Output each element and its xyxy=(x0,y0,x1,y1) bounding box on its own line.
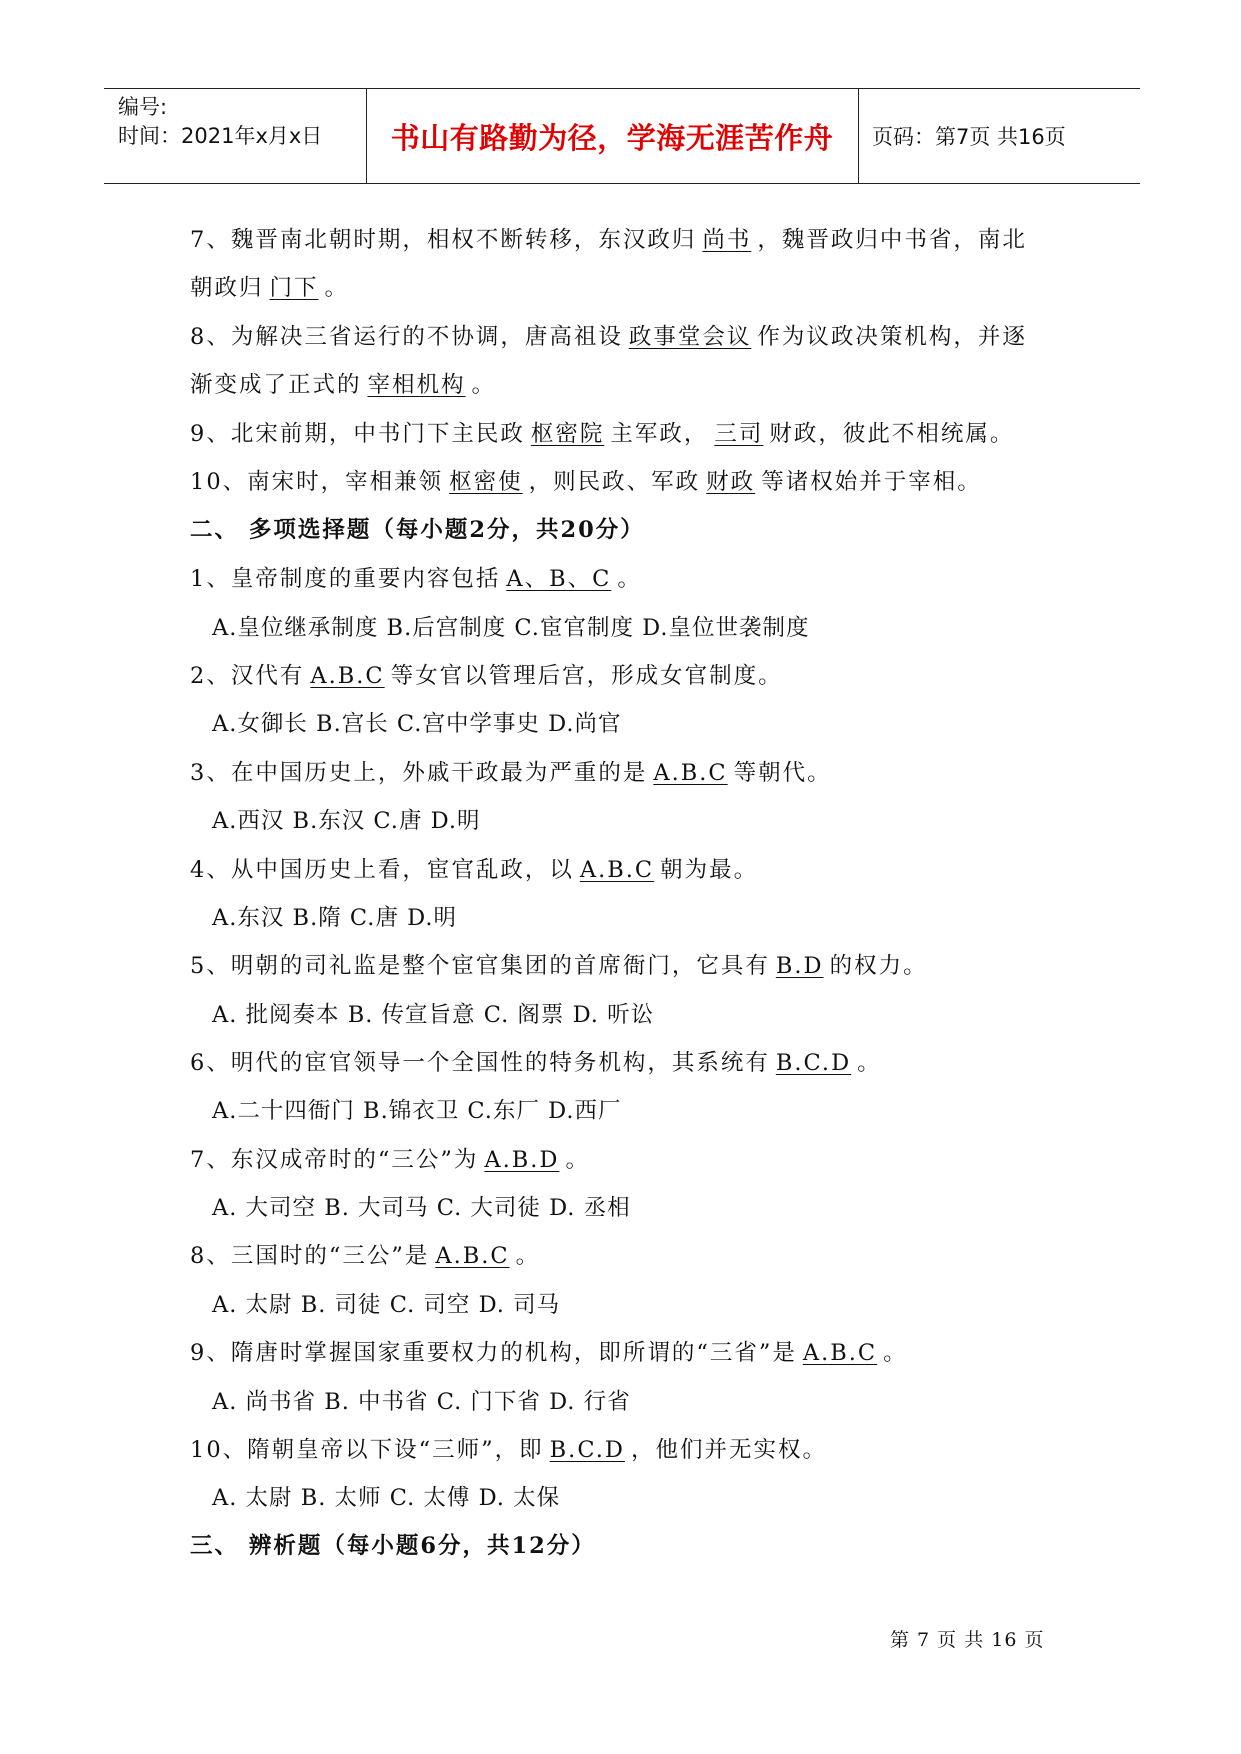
mc-options-2: A.女御长 B.宫长 C.宫中学事史 D.尚官 xyxy=(212,711,622,737)
mc-question-7: 7、东汉成帝时的“三公”为 A.B.D 。 xyxy=(190,1147,590,1173)
answer-blank: A、B、C xyxy=(506,566,612,592)
answer-blank: B.C.D xyxy=(775,1050,852,1076)
mc-question-1: 1、皇帝制度的重要内容包括 A、B、C 。 xyxy=(190,566,642,592)
mc-options-4: A.东汉 B.隋 C.唐 D.明 xyxy=(212,905,457,931)
mc-options-8: A. 太尉 B. 司徒 C. 司空 D. 司马 xyxy=(212,1292,561,1318)
answer-blank: 门下 xyxy=(269,275,319,301)
mc-question-9: 9、隋唐时掌握国家重要权力的机构，即所谓的“三省”是 A.B.C 。 xyxy=(190,1340,908,1366)
header-meta xyxy=(118,93,322,151)
answer-blank: 尚书 xyxy=(702,227,752,253)
answer-blank: A.B.C xyxy=(802,1340,878,1366)
answer-blank: 枢密使 xyxy=(449,469,523,495)
mc-question-8: 8、三国时的“三公”是 A.B.C 。 xyxy=(190,1243,541,1269)
mc-options-5: A. 批阅奏本 B. 传宣旨意 C. 阁票 D. 听讼 xyxy=(212,1002,655,1028)
fill-in-question-7: 7、魏晋南北朝时期，相权不断转移，东汉政归 尚书 ，魏晋政归中书省，南北 xyxy=(190,227,1027,253)
mc-options-9: A. 尚书省 B. 中书省 C. 门下省 D. 行省 xyxy=(212,1389,631,1415)
answer-blank: 宰相机构 xyxy=(367,372,466,398)
number-label: 编号: xyxy=(118,95,168,119)
answer-blank: B.C.D xyxy=(549,1437,625,1463)
time-label: 时间：2021年x月x日 xyxy=(118,124,323,148)
mc-options-7: A. 大司空 B. 大司马 C. 大司徒 D. 丞相 xyxy=(212,1195,631,1221)
answer-blank: 三司 xyxy=(714,421,764,447)
answer-blank: A.B.C xyxy=(310,663,385,689)
mc-options-6: A.二十四衙门 B.锦衣卫 C.东厂 D.西厂 xyxy=(212,1098,622,1124)
answer-blank: A.B.C xyxy=(435,1243,510,1269)
answer-blank: 政事堂会议 xyxy=(628,324,752,350)
mc-question-2: 2、汉代有 A.B.C 等女官以管理后宫，形成女官制度。 xyxy=(190,663,783,689)
page-footer: 第 7 页 共 16 页 xyxy=(890,1629,1045,1651)
fill-in-question-8-cont: 渐变成了正式的 宰相机构 。 xyxy=(190,372,497,398)
mc-question-3: 3、在中国历史上，外戚干政最为严重的是 A.B.C 等朝代。 xyxy=(190,760,832,786)
answer-blank: 财政 xyxy=(706,469,756,495)
answer-blank: A.B.C xyxy=(579,857,655,883)
fill-in-question-9: 9、北宋前期，中书门下主民政 枢密院 主军政， 三司 财政，彼此不相统属。 xyxy=(190,421,1015,447)
mc-question-5: 5、明朝的司礼监是整个宦官集团的首席衙门，它具有 B.D 的权力。 xyxy=(190,953,928,979)
page-header xyxy=(104,88,1140,184)
mc-question-10: 10、隋朝皇帝以下设“三师”，即 B.C.D ，他们并无实权。 xyxy=(190,1437,827,1463)
section-2-title: 二、 多项选择题（每小题2分，共20分） xyxy=(190,517,645,543)
mc-options-1: A.皇位继承制度 B.后宫制度 C.宦官制度 D.皇位世袭制度 xyxy=(212,615,810,641)
answer-blank: 枢密院 xyxy=(530,421,605,447)
fill-in-question-10: 10、南宋时，宰相兼领 枢密使 ，则民政、军政 财政 等诸权始并于宰相。 xyxy=(190,469,982,495)
answer-blank: A.B.C xyxy=(653,760,728,786)
header-page-label: 页码：第7页 共16页 xyxy=(872,125,1066,149)
section-3-title: 三、 辨析题（每小题6分，共12分） xyxy=(190,1533,596,1559)
mc-question-6: 6、明代的宦官领导一个全国性的特务机构，其系统有 B.C.D 。 xyxy=(190,1050,882,1076)
header-motto: 书山有路勤为径，学海无涯苦作舟 xyxy=(390,120,834,155)
fill-in-question-7-cont: 朝政归 门下 。 xyxy=(190,275,350,301)
mc-options-3: A.西汉 B.东汉 C.唐 D.明 xyxy=(212,808,481,834)
mc-question-4: 4、从中国历史上看，宦官乱政，以 A.B.C 朝为最。 xyxy=(190,857,759,883)
fill-in-question-8: 8、为解决三省运行的不协调，唐高祖设 政事堂会议 作为议政决策机构，并逐 xyxy=(190,324,1027,350)
mc-options-10: A. 太尉 B. 太师 C. 太傅 D. 太保 xyxy=(212,1485,561,1511)
answer-blank: A.B.D xyxy=(484,1147,560,1173)
answer-blank: B.D xyxy=(775,953,824,979)
